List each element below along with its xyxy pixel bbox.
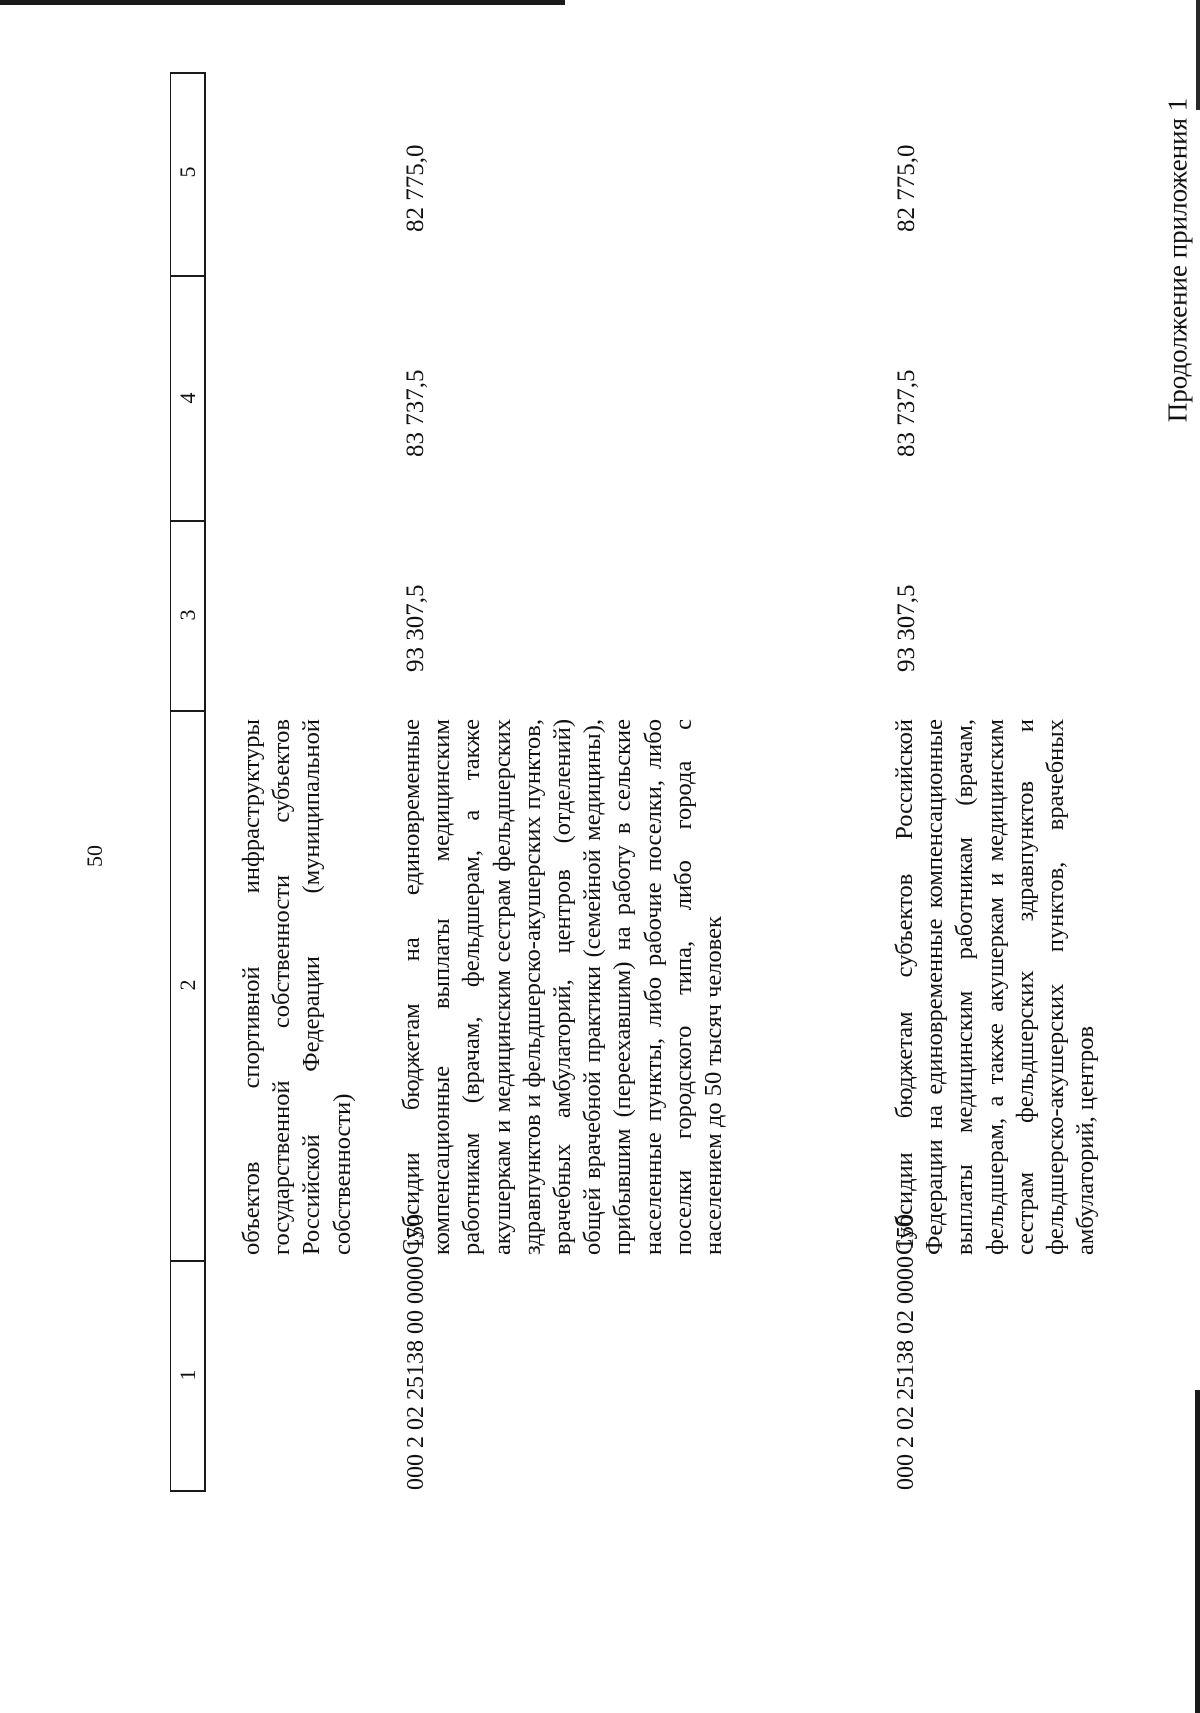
column-header-3: 3 [175,609,200,621]
scan-edge-right-top [1196,0,1200,110]
column-header-2: 2 [175,979,200,991]
table-row-1-col5: 82 775,0 [402,144,429,232]
table-row-1-description: Субсидии бюджетам на единовременные компенсационные выплаты медицинским работникам (врачам, фельдшерам, а также акушеркам и медицинским сестрам фельдшерских здравпунктов и фельдшерско-акушерских пунктов, врачебных амбулаторий, центров (отделений) общей врачебной практики (семейной медицины), прибывшим (переехавшим) на работу в сельские населенные пункты, либо рабочие поселки, либо поселки городского типа, либо города с населением до 50 тысяч человек [398,719,728,1255]
table-row-2-code: 000 2 02 25138 02 0000 150 [893,1214,919,1490]
table-row-1-col4: 83 737,5 [402,369,429,457]
continuation-title: Продолжение приложения 1 [1162,97,1193,423]
table-row-2-description: Субсидии бюджетам субъектов Российской Федерации на единовременные компенсационные выплаты медицинским работникам (врачам, фельдшерам, а также акушеркам и медицинским сестрам фельдшерских здравпунктов и фельдшерско-акушерских пунктов, врачебных амбулаторий, центров [891,719,1100,1255]
scan-edge-right-bottom [1195,1390,1200,1713]
scan-edge-top [0,0,565,5]
table-row-2-col3: 93 307,5 [893,584,920,672]
table-row-1-code: 000 2 02 25138 00 0000 150 [403,1214,429,1490]
column-header-1: 1 [175,1369,200,1381]
column-header-4: 4 [175,392,200,404]
column-header-5: 5 [175,166,200,178]
table-row-1-col3: 93 307,5 [402,584,429,672]
page-number: 50 [82,845,107,867]
table-row-0-description: объектов спортивной инфраструктуры государственной собственности субъектов Российской Федерации (муниципальной собственности) [238,719,356,1255]
table-row-2-col4: 83 737,5 [893,369,920,457]
table-row-2-col5: 82 775,0 [893,144,920,232]
